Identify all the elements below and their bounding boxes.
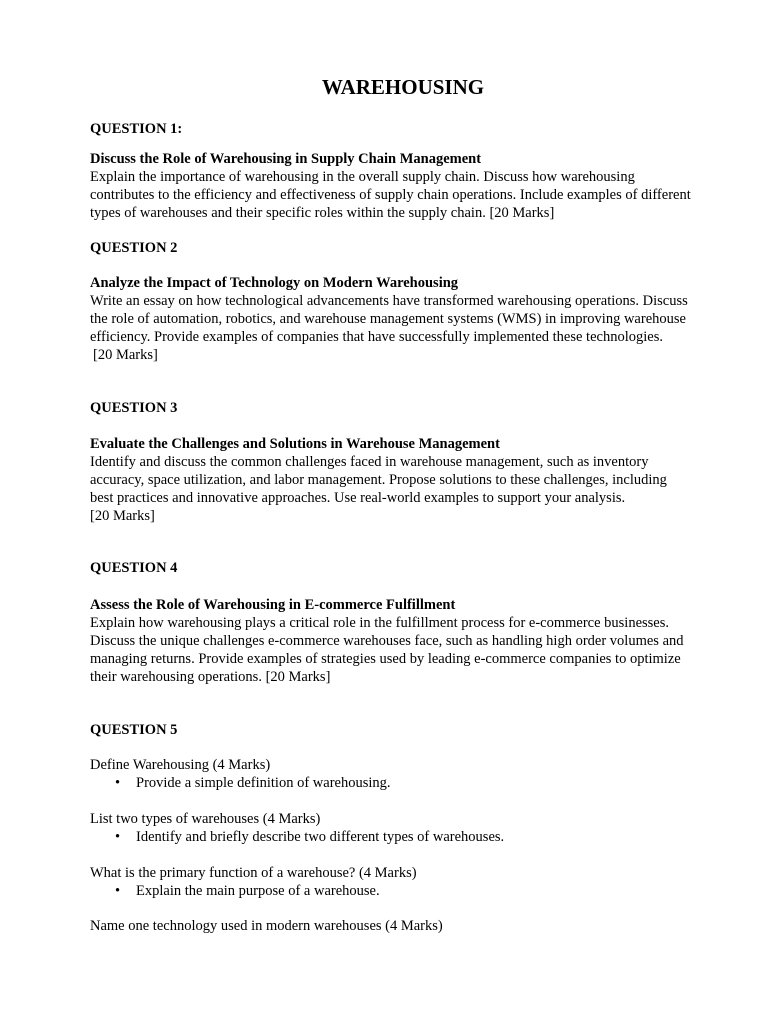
question-2-subtitle: Analyze the Impact of Technology on Modern Warehousing <box>90 275 459 291</box>
part-prompt: Define Warehousing (4 Marks) <box>90 757 271 773</box>
question-5-part-1 <box>90 756 720 792</box>
question-3-line: Identify and discuss the common challenges faced in warehouse management, such as inventory <box>90 454 649 470</box>
document-title: WAREHOUSING <box>321 75 485 99</box>
question-1-line: types of warehouses and their specific roles within the supply chain. [20 Marks] <box>90 205 555 221</box>
question-3-line: accuracy, space utilization, and labor management. Propose solutions to these challenges, including <box>90 472 667 488</box>
bullet-item <box>90 828 720 846</box>
question-1-line: Explain the importance of warehousing in the overall supply chain. Discuss how warehousing <box>90 169 635 185</box>
part-prompt: Name one technology used in modern warehouses (4 Marks) <box>90 918 443 934</box>
question-1-body <box>90 150 720 222</box>
question-2-heading: QUESTION 2 <box>90 240 178 256</box>
question-2-marks: [20 Marks] <box>93 347 158 363</box>
question-4-line: Explain how warehousing plays a critical role in the fulfillment process for e-commerce businesses. <box>90 615 670 631</box>
question-3-line: best practices and innovative approaches. Use real-world examples to support your analysis. <box>90 490 626 506</box>
question-4-body <box>90 596 720 686</box>
question-3-body <box>90 435 720 525</box>
bullet-icon: • <box>115 775 121 791</box>
question-4-line: their warehousing operations. [20 Marks] <box>90 669 331 685</box>
bullet-icon: • <box>115 883 121 899</box>
bullet-item <box>90 882 720 900</box>
question-4-line: managing returns. Provide examples of strategies used by leading e-commerce companies to optimize <box>90 651 681 667</box>
question-5-part-2 <box>90 810 720 846</box>
question-5-part-3 <box>90 864 720 900</box>
question-2-body <box>90 274 720 364</box>
question-1-subtitle: Discuss the Role of Warehousing in Supply Chain Management <box>90 151 482 167</box>
question-1-heading: QUESTION 1: <box>90 121 183 137</box>
bullet-text: Explain the main purpose of a warehouse. <box>136 883 380 899</box>
question-2-line: efficiency. Provide examples of companies that have successfully implemented these technologies. <box>90 329 663 345</box>
question-2-line: the role of automation, robotics, and warehouse management systems (WMS) in improving warehouse <box>90 311 686 327</box>
question-4-heading: QUESTION 4 <box>90 560 178 576</box>
part-prompt: What is the primary function of a warehouse? (4 Marks) <box>90 865 417 881</box>
question-3-subtitle: Evaluate the Challenges and Solutions in Warehouse Management <box>90 436 500 452</box>
question-5-part-4 <box>90 917 720 935</box>
question-4-line: Discuss the unique challenges e-commerce warehouses face, such as handling high order volumes and <box>90 633 684 649</box>
question-1-line: contributes to the efficiency and effectiveness of supply chain operations. Include examples of different <box>90 187 691 203</box>
bullet-text: Identify and briefly describe two different types of warehouses. <box>136 829 505 845</box>
question-5-heading: QUESTION 5 <box>90 722 178 738</box>
question-3-marks: [20 Marks] <box>90 508 155 524</box>
question-3-heading: QUESTION 3 <box>90 400 178 416</box>
part-prompt: List two types of warehouses (4 Marks) <box>90 811 321 827</box>
bullet-text: Provide a simple definition of warehousing. <box>136 775 391 791</box>
question-2-line: Write an essay on how technological advancements have transformed warehousing operations. Discuss <box>90 293 688 309</box>
bullet-item <box>90 774 720 792</box>
bullet-icon: • <box>115 829 121 845</box>
question-4-subtitle: Assess the Role of Warehousing in E-commerce Fulfillment <box>90 597 456 613</box>
